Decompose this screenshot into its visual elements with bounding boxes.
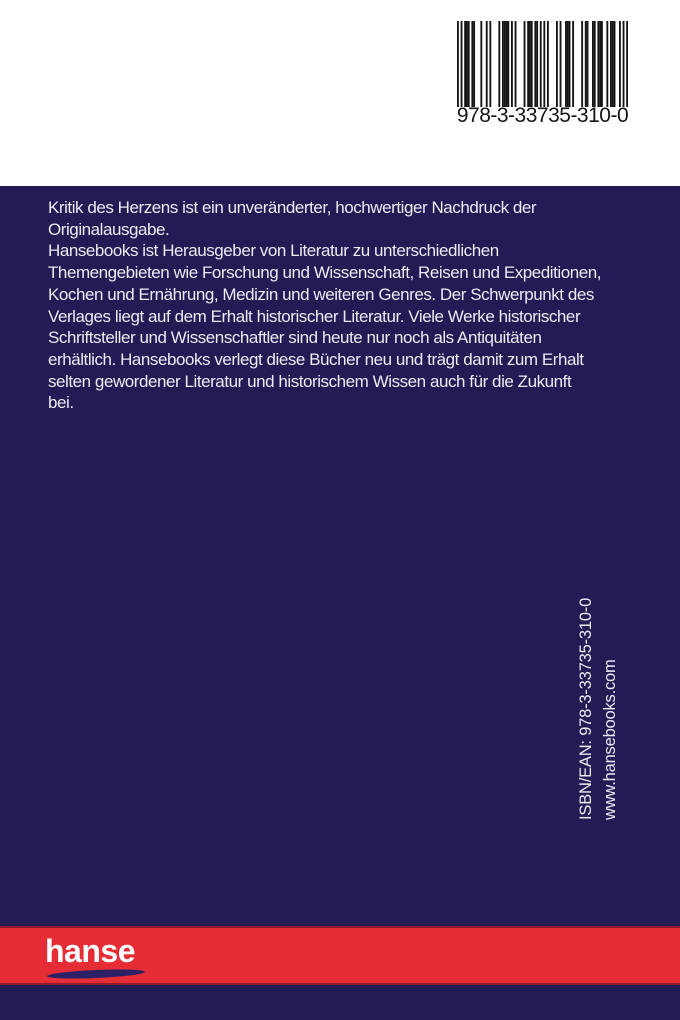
barcode-number: 978-3-33735-310-0	[456, 104, 629, 127]
logo-swoosh-icon	[47, 968, 145, 980]
blurb-line: Originalausgabe.	[48, 219, 170, 239]
blurb-line: Kritik des Herzens ist ein unveränderter, hochwertiger Nachdruck der	[48, 198, 537, 217]
barcode-panel	[0, 0, 680, 186]
publisher-footer	[0, 926, 680, 985]
blurb-line: Hansebooks ist Herausgeber von Literatur zu unterschiedlichen	[48, 241, 499, 261]
spine-isbn-text: ISBN/EAN: 978-3-33735-310-0	[577, 597, 595, 820]
blurb-line: bei.	[48, 393, 74, 413]
blurb-line: Themengebieten wie Forschung und Wissenschaft, Reisen und Expeditionen,	[48, 263, 602, 283]
blurb-line: erhältlich. Hansebooks verlegt diese Bücher neu und trägt damit zum Erhalt	[48, 349, 584, 369]
blurb-line: Verlages liegt auf dem Erhalt historischer Literatur. Viele Werke historischer	[48, 306, 581, 326]
blurb-line: selten gewordener Literatur und historischem Wissen auch für die Zukunft	[48, 371, 572, 391]
hanse-logo: hanse	[45, 933, 135, 969]
blurb-line: Kochen und Ernährung, Medizin und weiteren Genres. Der Schwerpunkt des	[48, 284, 594, 304]
spine-website-text: www.hansebooks.com	[601, 659, 619, 820]
barcode-icon	[457, 21, 628, 107]
blurb-line: Schriftsteller und Wissenschaftler sind heute nur noch als Antiquitäten	[48, 328, 542, 348]
blurb	[48, 197, 668, 414]
